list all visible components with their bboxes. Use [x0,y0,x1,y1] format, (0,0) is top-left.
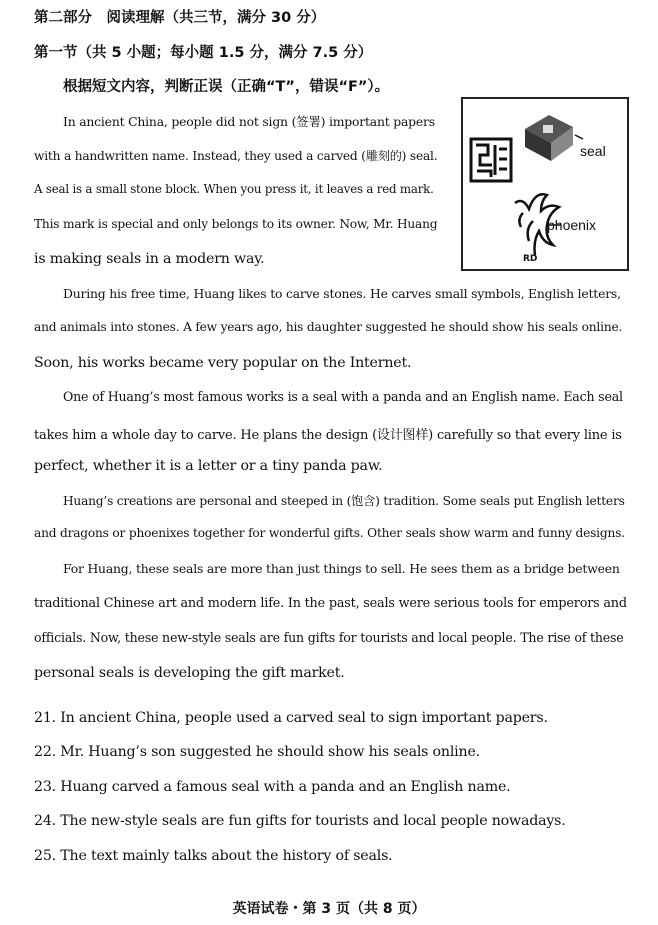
passage-line: perfect, whether it is a letter or a tiny panda paw. [34,458,383,474]
passage-line: This mark is special and only belongs to its owner. Now, Mr. Huang [34,217,438,231]
question-22: 22. Mr. Huang’s son suggested he should show his seals online. [34,744,480,760]
seal-drawings-icon [463,99,627,269]
question-24: 24. The new-style seals are fun gifts for tourists and local people nowadays. [34,813,566,829]
seal-label: seal [580,143,606,159]
seal-illustration [461,97,629,271]
stamp-text: RD [523,254,538,264]
subsection-title: 第一节（共 5 小题；每小题 1.5 分，满分 7.5 分） [34,45,373,61]
question-25: 25. The text mainly talks about the history of seals. [34,848,393,864]
passage-line: with a handwritten name. Instead, they used a carved (雕刻的) seal. [34,149,438,163]
passage-line: takes him a whole day to carve. He plans the design (设计图样) carefully so that every line is [34,428,622,443]
question-21: 21. In ancient China, people used a carved seal to sign important papers. [34,710,548,726]
question-23: 23. Huang carved a famous seal with a panda and an English name. [34,779,511,795]
passage-line: personal seals is developing the gift market. [34,665,345,681]
passage-line: One of Huang’s most famous works is a seal with a panda and an English name. Each seal [63,389,623,404]
instructions: 根据短文内容，判断正误（正确“T”，错误“F”）。 [63,79,390,95]
passage-line: For Huang, these seals are more than just things to sell. He sees them as a bridge between [63,561,620,576]
page-footer: 英语试卷・第 3 页（共 8 页） [232,901,426,917]
passage-line: officials. Now, these new-style seals are fun gifts for tourists and local people. The rise of these [34,630,624,645]
passage-line: Soon, his works became very popular on the Internet. [34,355,412,371]
passage-line: In ancient China, people did not sign (签署) important papers [63,114,435,129]
passage-line: Huang’s creations are personal and steeped in (饱含) tradition. Some seals put English letters [63,494,625,508]
passage-line: and animals into stones. A few years ago, his daughter suggested he should show his seals online. [34,320,623,334]
seal-impression-icon [471,139,511,181]
passage-line: traditional Chinese art and modern life. In the past, seals were serious tools for emperors and [34,596,627,611]
section-title: 第二部分 阅读理解（共三节，满分 30 分） [34,10,326,26]
passage-line: A seal is a small stone block. When you press it, it leaves a red mark. [34,182,434,196]
passage-line: During his free time, Huang likes to carve stones. He carves small symbols, English letters, [63,286,621,301]
passage-line: and dragons or phoenixes together for wonderful gifts. Other seals show warm and funny designs. [34,526,625,540]
seal-block-icon [525,115,583,161]
phoenix-label: phoenix [547,217,597,233]
passage-line: is making seals in a modern way. [34,251,265,267]
